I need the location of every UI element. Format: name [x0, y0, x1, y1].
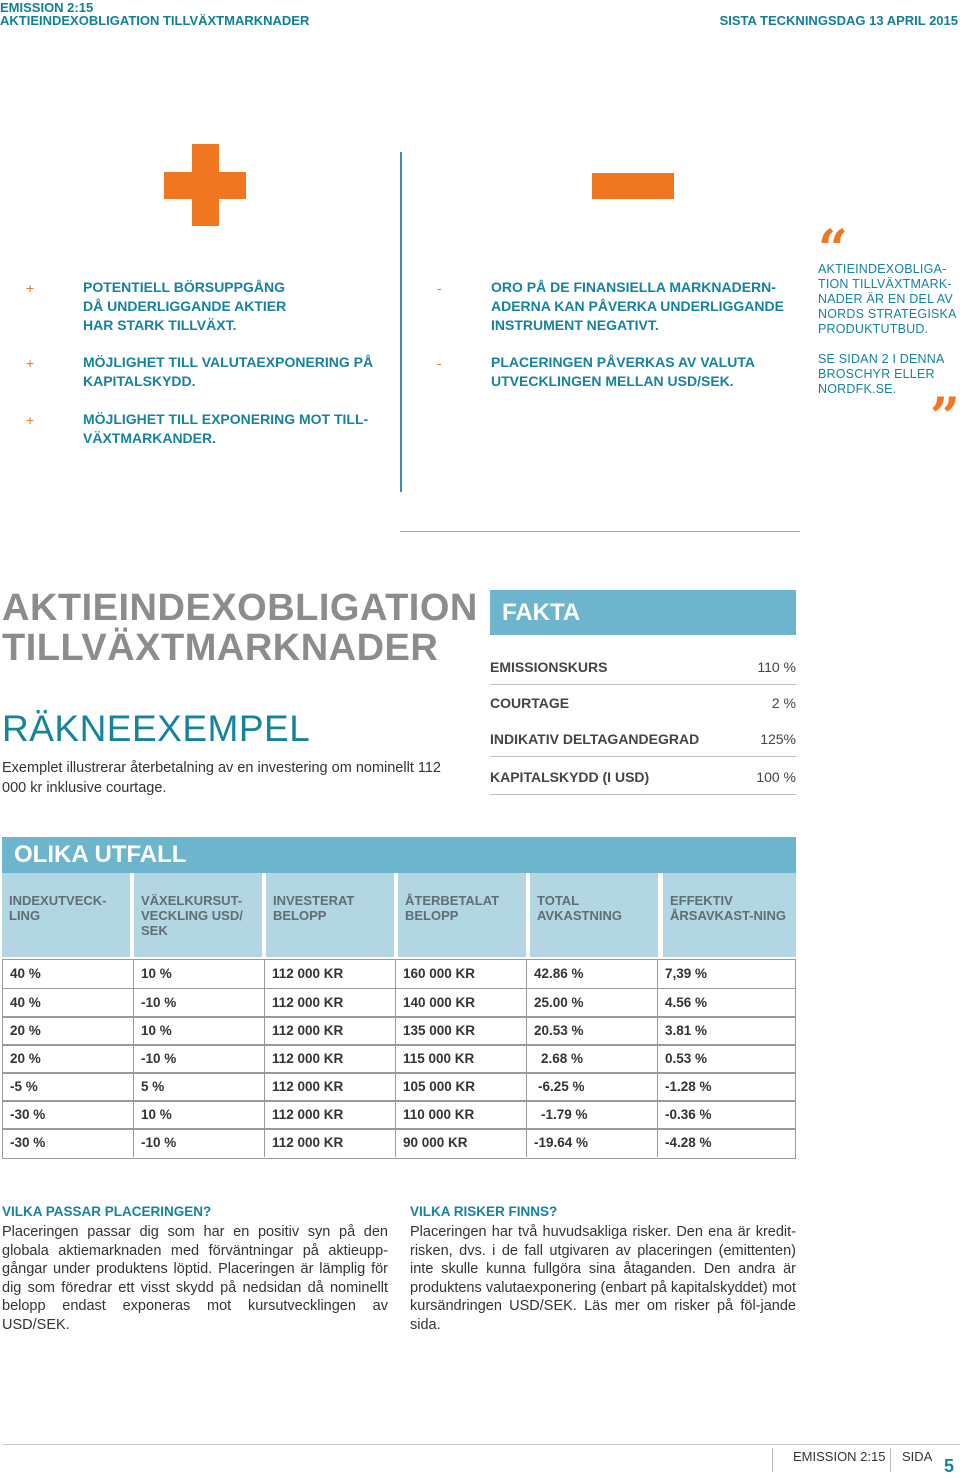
risks-heading: VILKA RISKER FINNS?	[410, 1204, 558, 1219]
table-cell: -10 %	[134, 1129, 265, 1157]
header-deadline: SISTA TECKNINGSDAG 13 APRIL 2015	[719, 13, 958, 28]
page-title-line: TILLVÄXTMARKNADER	[2, 627, 439, 669]
suits-text: Placeringen passar dig som har en positiv syn på den globala aktiemarknaden med förväntningar på aktieupp-gångar under produktens löptid. Placeringen är lämplig för dig som föredrar ett visst skydd på nedsidan då nominellt belopp endast exponeras mot kursutvecklingen av USD/SEK.	[2, 1224, 388, 1333]
table-cell: 20.53 %	[527, 1017, 658, 1045]
fakta-label: EMISSIONSKURS	[490, 658, 608, 675]
table-cell: 110 000 KR	[396, 1101, 527, 1129]
table-cell: 112 000 KR	[265, 960, 396, 988]
footer-separator	[890, 1448, 891, 1472]
table-cell: 10 %	[134, 960, 265, 988]
pro-item: MÖJLIGHET TILL EXPONERING MOT TILL-VÄXTMARKANDER.	[83, 411, 369, 446]
column-header: VÄXELKURSUT-VECKLING USD/ SEK	[134, 873, 262, 957]
table-cell: 7,39 %	[665, 966, 708, 981]
table-row	[2, 1128, 796, 1159]
footer-divider	[2, 1444, 960, 1445]
pro-bullet: +	[26, 280, 35, 296]
table-cell: 40 %	[3, 960, 134, 988]
table-cell: -10 %	[134, 1045, 265, 1073]
column-divider	[400, 152, 402, 492]
column-header: INDEXUTVECK-LING	[2, 873, 130, 957]
table-cell: -5 %	[3, 1073, 134, 1101]
table-cell: 4.56 %	[665, 995, 708, 1010]
footer-separator	[772, 1448, 773, 1472]
risks-text: Placeringen har två huvudsakliga risker. Den ena är kredit-risken, dvs. i de fall utgivaren av placeringen (emittenten) inte skulle kunna fullgöra sina åtaganden. Den andra är produktens valutaexponering (enbart på kapitalskyddet) mot kursändringen USD/SEK. Läs mer om risker på föl-jande sida.	[410, 1224, 796, 1333]
table-cell: 5 %	[134, 1073, 265, 1101]
table-cell: -0.36 %	[665, 1107, 712, 1122]
column-header: EFFEKTIV ÅRSAVKAST-NING	[663, 873, 796, 957]
table-cell: 10 %	[134, 1017, 265, 1045]
table-cell: 105 000 KR	[396, 1073, 527, 1101]
table-row	[2, 1072, 796, 1102]
con-bullet: -	[437, 355, 442, 371]
fakta-row	[490, 721, 796, 757]
fakta-label: INDIKATIV DELTAGANDEGRAD	[490, 730, 700, 747]
footer-emission: EMISSION 2:15	[793, 1449, 886, 1464]
fakta-heading: FAKTA	[490, 590, 796, 635]
table-cell: 140 000 KR	[396, 989, 527, 1017]
column-header: TOTAL AVKASTNING	[530, 873, 658, 957]
fakta-value: 100 %	[756, 768, 796, 785]
table-cell: -4.28 %	[665, 1135, 712, 1150]
pro-item: POTENTIELL BÖRSUPPGÅNG DÅ UNDERLIGGANDE AKTIER HAR STARK TILLVÄXT.	[83, 279, 287, 333]
table-row	[2, 1100, 796, 1130]
page-title	[2, 588, 478, 668]
table-cell: 90 000 KR	[396, 1129, 527, 1157]
header-emission: EMISSION 2:15	[0, 0, 94, 15]
table-cell: 20 %	[3, 1017, 134, 1045]
table-cell: -10 %	[134, 989, 265, 1017]
table-cell: -30 %	[3, 1101, 134, 1129]
table-cell: 112 000 KR	[265, 1129, 396, 1157]
table-cell: -1.79 %	[527, 1101, 658, 1129]
fakta-row	[490, 649, 796, 685]
pro-bullet: +	[26, 355, 35, 371]
pro-item: MÖJLIGHET TILL VALUTAEXPONERING PÅ KAPITALSKYDD.	[83, 354, 374, 389]
section-divider	[400, 531, 800, 532]
table-row	[2, 1044, 796, 1074]
quote-close-icon: ”	[930, 387, 960, 448]
table-cell: 112 000 KR	[265, 1017, 396, 1045]
table-row	[2, 988, 796, 1018]
suits-heading: VILKA PASSAR PLACERINGEN?	[2, 1204, 212, 1219]
table-cell: 112 000 KR	[265, 989, 396, 1017]
intro-text: Exemplet illustrerar återbetalning av en investering om nominellt 112 000 kr inklusive courtage.	[2, 760, 441, 796]
table-cell: 160 000 KR	[396, 960, 527, 988]
footer-sida-label: SIDA	[902, 1449, 933, 1464]
outcomes-heading: OLIKA UTFALL	[2, 837, 796, 873]
table-row	[2, 959, 796, 989]
table-row	[2, 1016, 796, 1046]
plus-icon-bar	[164, 172, 246, 199]
table-cell: -6.25 %	[527, 1073, 658, 1101]
fakta-row	[490, 759, 796, 795]
con-item: PLACERINGEN PÅVERKAS AV VALUTA UTVECKLINGEN MELLAN USD/SEK.	[491, 354, 755, 389]
table-cell: 10 %	[134, 1101, 265, 1129]
section-subtitle: RÄKNEEXEMPEL	[2, 708, 311, 749]
table-cell: 112 000 KR	[265, 1045, 396, 1073]
quote-reference: SE SIDAN 2 I DENNA BROSCHYR ELLER NORDFK.SE.	[818, 352, 944, 396]
minus-icon	[592, 173, 674, 199]
quote-text: AKTIEINDEXOBLIGA-TION TILLVÄXTMARK-NADER ÄR EN DEL AV NORDS STRATEGISKA PRODUKTUTBUD.	[818, 262, 956, 336]
con-item: ORO PÅ DE FINANSIELLA MARKNADERN-ADERNA KAN PÅVERKA UNDERLIGGANDE INSTRUMENT NEGATIVT.	[491, 279, 784, 333]
table-cell: 20 %	[3, 1045, 134, 1073]
column-header: ÅTERBETALAT BELOPP	[398, 873, 526, 957]
table-cell: -1.28 %	[665, 1079, 712, 1094]
page-title-line: AKTIEINDEXOBLIGATION	[2, 587, 478, 629]
table-cell: -19.64 %	[527, 1129, 658, 1157]
table-cell: 25.00 %	[527, 989, 658, 1017]
table-cell: 112 000 KR	[265, 1101, 396, 1129]
table-cell: 3.81 %	[665, 1023, 708, 1038]
fakta-value: 2 %	[771, 695, 796, 711]
table-cell: -30 %	[3, 1129, 134, 1157]
page-number: 5	[944, 1456, 955, 1476]
table-cell: 0.53 %	[665, 1051, 708, 1066]
table-cell: 112 000 KR	[265, 1073, 396, 1101]
fakta-value: 110 %	[757, 658, 796, 675]
table-cell: 135 000 KR	[396, 1017, 527, 1045]
table-cell: 42.86 %	[527, 960, 658, 988]
fakta-label: COURTAGE	[490, 695, 570, 711]
table-cell: 40 %	[3, 989, 134, 1017]
quote-open-icon: “	[818, 219, 848, 280]
table-cell: 115 000 KR	[396, 1045, 527, 1073]
header-product: AKTIEINDEXOBLIGATION TILLVÄXTMARKNADER	[0, 13, 310, 28]
table-cell: 2.68 %	[527, 1045, 658, 1073]
column-header: INVESTERAT BELOPP	[266, 873, 394, 957]
pro-bullet: +	[26, 412, 35, 428]
fakta-row	[490, 685, 796, 721]
fakta-label: KAPITALSKYDD (I USD)	[490, 768, 650, 785]
con-bullet: -	[437, 280, 442, 296]
fakta-value: 125%	[760, 730, 796, 747]
